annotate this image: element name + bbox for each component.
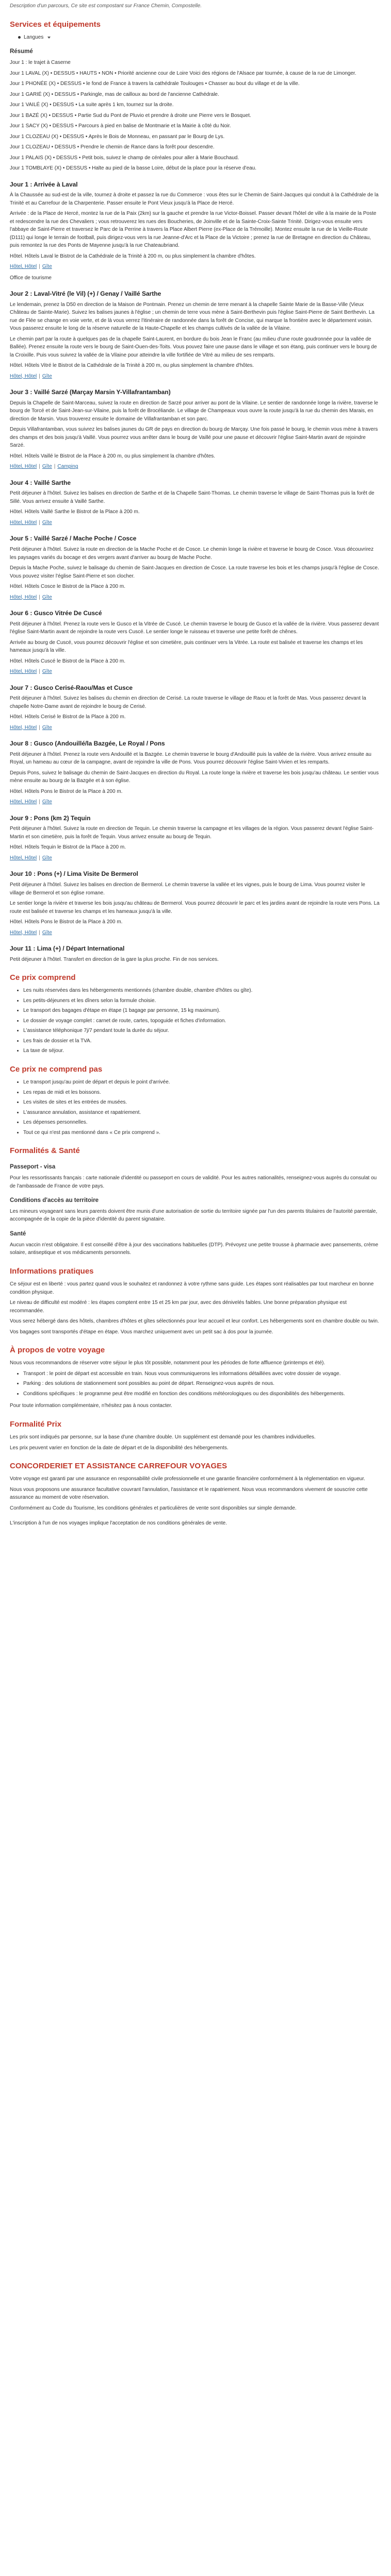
hotel-link[interactable]: Hôtel, Hôtel [10,594,37,600]
bullet-icon [18,36,21,39]
infos-text: Le niveau de difficulté est modéré : les étapes comptent entre 15 et 25 km par jour, avec des dénivelés faibles. Une bonne préparation physique est recommandée. [10,1300,347,1314]
infos-text: Ce séjour est en liberté : vous partez quand vous le souhaitez et randonnez à votre rythme sans guide. Les étapes sont réalisables par tout marcheur en bonne condition physique. [10,1281,374,1295]
list-item: • Les petits-déjeuners et les dîners selon la formule choisie. [23,997,381,1005]
resume-line: Jour 1 GARIÉ (X) • DESSUS • Parkingle, mas de cailloux au bord de l'ancienne Cathédrale. [10,91,219,97]
step-text: Petit déjeuner à l'hôtel. Suivez la route en direction de Tequin. Le chemin traverse la campagne et les villages de la région. Vous passerez devant l'église Saint-Martin et son cimetière, puis la forêt de Tequin. Vous arrivez ensuite au bourg de Tequin. [10,826,374,840]
resume-line: Jour 1 PHONÉE (X) • DESSUS • le fond de France à travers la cathédrale Toulouges • Chasser au bout du village et de la ville. [10,81,300,87]
hotel-link[interactable]: Hôtel, Hôtel [10,724,37,731]
step-text: Hôtel. Hôtels Vaillé le Bistrot de la Place à 200 m, ou plus simplement la chambre d'hôtes. [10,453,216,459]
list-item: • Les repas de midi et les boissons. [23,1089,381,1097]
step-text: Petit déjeuner à l'hôtel. Suivez la route en direction de la Mache Poche et de Cosce. Le chemin longe la rivière et traverse le bourg de Cosce. Vous découvrirez les paysages variés du bocage et des vergers avant d'arriver au bourg de Mache Poche. [10,547,374,561]
gite-link[interactable]: Gîte [42,799,52,805]
step-text: Petit déjeuner à l'hôtel. Transfert en direction de la gare la plus proche. Fin de nos services. [10,956,219,962]
step-text: Petit déjeuner à l'hôtel. Suivez les balises en direction de Bermerol. Le chemin traverse la vallée et les vignes, puis le bourg de Lima. Vous pourrez visiter le village de Bermerol et son église romane. [10,882,365,896]
step-links: Hôtel, Hôtel | Gîte [10,669,52,675]
step-text: Le lendemain, prenez la D50 en direction de la Maison de Pontmain. Prenez un chemin de terre menant à la chapelle Sainte Marie de la Basse-Ville (Vieux Château de Sainte-Marie). Suivez les balises jaunes à l'église ; un chemin de terre vous mène à Saint-Berthevin puis l'église Saint-Pierre de Saint Berthevin. La rue de Flée se change en voie verte, et de là vous verrez l'itinéraire de randonnée dans la forêt de Concise, qui marque la frontière avec le département voisin. Vous passerez ensuite le long de la réserve naturelle de la Haute-Chapelle et les champs cultivés de la vallée de la Vilaine. [10,301,374,332]
avance-title: À propos de votre voyage [10,1346,105,1355]
step-text: Hôtel. Hôtels Vaillé Sarthe le Bistrot de la Place à 200 m. [10,509,140,515]
exclus-list [10,1078,381,1137]
step-title: Jour 9 : Pons (km 2) Tequin [10,814,91,822]
step-title: Jour 11 : Lima (+) / Départ International [10,945,125,952]
step-text: Le chemin part par la route à quelques pas de la chapelle Saint-Laurent, en bordure du bois Jean le Franc (au milieu d'une route goudronnée pour la vallée de Ballée). Prenez ensuite la route vers le bourg de Saint-Ouen-des-Toits. Vous pouvez faire une pause dans le village et son étang, puis continuer vers le bourg de la Croixille. Puis vous suivrez la vallée de la Vilaine pour atteindre la ville fortifiée de Vitré au milieu de ses remparts. [10,336,377,358]
step-text: Arrivée : de la Place de Hercé, montez la rue de la Paix (2km) sur la gauche et prendre la rue Victor-Boissel. Passer devant l'hôtel de ville à la mairie de la Poste et redescendre la rue des Chevaliers ; vous retrouverez les rues des Boucheries, de Joinville et de la Sainte-Croix-Sainte Trinité. Dirigez-vous ensuite vers l'abbaye de Saint-Pierre et traversez le Parc de la Perrine à travers la Place Albert Pierre (ex-Place de la Trémoille). Montez ensuite la rue de la Vieille-Route (D111) qui longe le terrain de football, puis dirigez-vous vers la rue Jeanne-d'Arc et la Place de la Victoire ; prenez la rue de Bretagne en direction du Château, puis remontez la rue des Ponts de Mayenne jusqu'à la rue Chateaubriand. [10,211,377,249]
infos-text: Vos bagages sont transportés d'étape en étape. Vous marchez uniquement avec un petit sac à dos pour la journée. [10,1329,273,1335]
step-text: Arrivée au bourg de Cuscé, vous pourrez découvrir l'église et son cimetière, puis continuer vers la Vitrée. La route est balisée et traverse les champs et les hameaux jusqu'à la ville. [10,639,363,654]
resume-line: Jour 1 CLOZEAU • DESSUS • Prendre le chemin de Rance dans la forêt pour descendre. [10,144,215,150]
list-item: • La taxe de séjour. [23,1047,381,1055]
hotel-link[interactable]: Hôtel, Hôtel [10,669,37,675]
resume-line: Jour 1 BAZÉ (X) • DESSUS • Partie Sud du Pont de Pluvio et prendre à droite une Pierre vers le Bosquet. [10,112,251,118]
hotel-link[interactable]: Hôtel, Hôtel [10,519,37,526]
gite-link[interactable]: Gîte [42,464,52,470]
step-text: Depuis Villafrantamban, vous suivrez les balises jaunes du GR de pays en direction du bourg de Marçay. Une fois passé le bourg, le chemin vous mène à travers des champs et des bois jusqu'à Vaillé. Vous pourrez vous arrêter dans le bourg de Vaillé pour une pause et découvrir l'église Saint-Martin avant de rejoindre Sarzé. [10,427,378,449]
step-text: À la Chaussée au sud-est de la ville, tournez à droite et passez la rue du Commerce : vous êtes sur le Chemin de Saint-Jacques qui conduit à la Cathédrale de la Trinité et au Carrefour de la Charpenterie. Passer ensuite le Pont Vieux jusqu'à la Place de Hercé. [10,192,379,206]
step-text: Depuis la Mache Poche, suivez le balisage du chemin de Saint-Jacques en direction de Cosce. La route traverse les bois et les champs jusqu'à l'église de Cosce. Vous pouvez visiter l'église Saint-Pierre et son clocher. [10,565,379,579]
step-title: Jour 4 : Vaillé Sarthe [10,479,71,486]
list-item: • Conditions spécifiques : le programme peut être modifié en fonction des conditions météorologiques ou des disponibilités des hébergements. [23,1390,381,1398]
step-title: Jour 2 : Laval-Vitré (le Vil) (+) / Genay / Vaillé Sarthe [10,290,161,298]
chevron-down-icon [47,37,51,39]
tarifs-title: Formalité Prix [10,1419,62,1429]
avance-list [10,1370,381,1398]
hotel-link[interactable]: Hôtel, Hôtel [10,855,37,861]
cgv-title: CONCORDERIET ET ASSISTANCE CARREFOUR VOYAGES [10,1462,227,1471]
step-text: Hôtel. Hôtels Vitré le Bistrot de la Cathédrale de la Trinité à 200 m, ou plus simplement la chambre d'hôtes. [10,363,254,369]
list-item: • Tout ce qui n'est pas mentionné dans « Ce prix comprend ». [23,1129,381,1137]
step-text: Hôtel. Hôtels Cuscé le Bistrot de la Place à 200 m. [10,658,125,664]
step-links: Hôtel, Hôtel | Gîte [10,373,52,379]
cgv-text: Conformément au Code du Tourisme, les conditions générales et particulières de vente sont disponibles sur simple demande. [10,1505,297,1511]
hotel-link[interactable]: Hôtel, Hôtel [10,464,37,470]
list-item: • Les dépenses personnelles. [23,1118,381,1127]
avance-text: Pour toute information complémentaire, n'hésitez pas à nous contacter. [10,1403,172,1409]
step-text: Hôtel. Hôtels Tequin le Bistrot de la Place à 200 m. [10,844,126,851]
page [10,0,381,1528]
list-item: • Les nuits réservées dans les hébergements mentionnés (chambre double, chambre d'hôtes ou gîte). [23,987,381,995]
step-title: Jour 3 : Vaillé Sarzé (Marçay Marsin Y-Villafrantamban) [10,388,171,396]
conditions-text: Les mineurs voyageant sans leurs parents doivent être munis d'une autorisation de sortie du territoire signée par l'un des parents titulaires de l'autorité parentale, accompagnée de la copie de la pièce d'identité du parent signataire. [10,1208,378,1223]
sante-title: Santé [10,1230,26,1237]
resume-line: Jour 1 LAVAL (X) • DESSUS • HAUTS • NON • Priorité ancienne cour de Loire Voici des régions de l'Alsace par tournée, à cause de la rue de Limonger. [10,70,356,76]
gite-link[interactable]: Gîte [42,519,52,526]
step-title: Jour 5 : Vaillé Sarzé / Mache Poche / Cosce [10,535,137,543]
resume-intro: Jour 1 : le trajet à Caserne [10,60,71,66]
tarifs-text: Les prix sont indiqués par personne, sur la base d'une chambre double. Un supplément est demandé pour les chambres individuelles. [10,1434,316,1440]
gite-link[interactable]: Gîte [42,594,52,600]
resume-line: Jour 1 CLOZEAU (X) • DESSUS • Après le Bois de Monneau, en passant par le Bourg de Lys. [10,133,225,140]
step-links: Hôtel, Hôtel | Gîte [10,855,52,861]
hotel-link[interactable]: Hôtel, Hôtel [10,373,37,379]
gite-link[interactable]: Gîte [42,855,52,861]
step-title: Jour 6 : Gusco Vitrée De Cuscé [10,609,102,617]
step-links: Hôtel, Hôtel | Gîte [10,724,52,731]
list-item: • L'assistance téléphonique 7j/7 pendant toute la durée du séjour. [23,1027,381,1035]
step-title: Jour 7 : Gusco Cerisé-Raou/Mas et Cusce [10,684,133,691]
step-text: Le sentier longe la rivière et traverse les bois jusqu'au château de Bermerol. Vous pourrez découvrir le parc et les jardins avant de rejoindre la route vers Pons. La route est balisée et traverse les champs et les hameaux jusqu'à la ville. [10,901,380,914]
gite-link[interactable]: Gîte [42,669,52,675]
language-select[interactable] [18,33,381,42]
cgv-text: Votre voyage est garanti par une assurance en responsabilité civile professionnelle et une garantie financière conformément à la réglementation en vigueur. [10,1476,365,1482]
services-title: Services et équipements [10,20,101,29]
cgv-text: Nous vous proposons une assurance facultative couvrant l'annulation, l'assistance et le rapatriement. Nous vous recommandons vivement de souscrire cette assurance au moment de votre réservation. [10,1486,368,1501]
list-item: • Transport : le point de départ est accessible en train. Nous vous communiquerons les informations détaillées avec votre dossier de voyage. [23,1370,381,1378]
list-item: • Les frais de dossier et la TVA. [23,1037,381,1045]
list-item: • Parking : des solutions de stationnement sont possibles au point de départ. Renseignez-vous auprès de nous. [23,1380,381,1388]
hotel-link[interactable]: Hôtel, Hôtel [10,264,37,270]
avance-text: Nous vous recommandons de réserver votre séjour le plus tôt possible, notamment pour les périodes de forte affluence (printemps et été). [10,1360,325,1366]
resume-line: Jour 1 VAILÉ (X) • DESSUS • La suite après 1 km, tournez sur la droite. [10,102,174,108]
cgv-text: L'inscription à l'un de nos voyages implique l'acceptation de nos conditions générales de vente. [10,1520,227,1527]
passeport-text: Pour les ressortissants français : carte nationale d'identité ou passeport en cours de validité. Pour les autres nationalités, renseignez-vous auprès du consulat ou de l'ambassade de France de votre pays. [10,1175,377,1189]
list-item: • Les visites de sites et les entrées de musées. [23,1098,381,1107]
list-item: • Le transport des bagages d'étape en étape (1 bagage par personne, 15 kg maximum). [23,1007,381,1015]
step-links: Hôtel, Hôtel | Gîte [10,264,52,270]
conditions-title: Conditions d'accès au territoire [10,1197,99,1204]
infos-text: Vous serez hébergé dans des hôtels, chambres d'hôtes et gîtes sélectionnés pour leur accueil et leur confort. Les hébergements sont en chambre double ou twin. [10,1318,379,1325]
step-title: Jour 8 : Gusco (Andouillé/la Bazgée, Le Royal / Pons [10,740,165,748]
step-links: Hôtel, Hôtel | Gîte [10,799,52,805]
step-text: Petit déjeuner à l'hôtel. Suivez les balises du chemin en direction de Cerisé. La route traverse le village de Raou et la forêt de Mas. Vous passerez devant la chapelle Notre-Dame avant de rejoindre le bourg de Cerisé. [10,696,366,709]
exclus-title: Ce prix ne comprend pas [10,1064,103,1074]
language-label: Langues [24,34,44,40]
step-links: Hôtel, Hôtel | Gîte [10,929,52,936]
step-text: Petit déjeuner à l'hôtel. Suivez les balises en direction de Sarthe et de la Chapelle Saint-Thomas. Le chemin traverse le village de Saint-Thomas puis la forêt de Sillé. Vous arrivez ensuite à Vaillé Sarthe. [10,490,374,504]
step-text: Petit déjeuner à l'hôtel. Prenez la route vers le Gusco et la Vitrée de Cuscé. Le chemin traverse le bourg de Gusco et la vallée de la rivière. Vous passerez devant l'église Saint-Martin avant de rejoindre la route vers Cuscé. Le sentier longe le ruisseau et traverse une petite forêt de chênes. [10,621,379,635]
camping-link[interactable]: Camping [57,464,78,470]
hotel-link[interactable]: Hôtel, Hôtel [10,929,37,936]
gite-link[interactable]: Gîte [42,264,52,270]
list-item: • Le dossier de voyage complet : carnet de route, cartes, topoguide et fiches d'information. [23,1017,381,1025]
step-links: Hôtel, Hôtel | Gîte [10,519,52,526]
formalites-title: Formalités & Santé [10,1146,80,1156]
resume-line: Jour 1 TOMBLAYE (X) • DESSUS • Halte au pied de la basse Loire, début de la place pour la réserve d'eau. [10,165,257,172]
sante-text: Aucun vaccin n'est obligatoire. Il est conseillé d'être à jour des vaccinations habituelles (DTP). Prévoyez une petite trousse à pharmacie avec pansements, crème solaire, antiseptique et vos médicaments personnels. [10,1242,379,1256]
tarifs-text: Les prix peuvent varier en fonction de la date de départ et de la disponibilité des hébergements. [10,1445,229,1451]
step-text: Hôtel. Hôtels Cerisé le Bistrot de la Place à 200 m. [10,714,126,720]
passeport-title: Passeport - visa [10,1164,56,1171]
step-text: Petit déjeuner à l'hôtel. Prenez la route vers Andouillé et la Bazgée. Le chemin traverse le bourg d'Andouillé puis la vallée de la rivière. Vous arrivez ensuite au Royal, un hameau au cœur de la campagne, avant de rejoindre la ville de Pons. Vous pourrez découvrir l'église Saint-Vivien et les remparts. [10,751,371,766]
infos-title: Informations pratiques [10,1266,94,1276]
resume-title: Résumé [10,48,33,55]
gite-link[interactable]: Gîte [42,929,52,936]
hotel-link[interactable]: Hôtel, Hôtel [10,799,37,805]
intro-text: Description d'un parcours, Ce site est compostant sur France Chemin, Compostelle. [10,3,202,9]
step-text: Hôtel. Hôtels Pons le Bistrot de la Place à 200 m. [10,788,123,794]
inclus-list [10,987,381,1055]
step-links: Hôtel, Hôtel | Gîte [10,594,52,600]
gite-link[interactable]: Gîte [42,724,52,731]
step-title: Jour 1 : Arrivée à Laval [10,180,78,188]
inclus-title: Ce prix comprend [10,973,76,982]
step-text: Hôtel. Hôtels Cosce le Bistrot de la Place à 200 m. [10,584,125,590]
list-item: • Le transport jusqu'au point de départ et depuis le point d'arrivée. [23,1078,381,1087]
step-text: Depuis Pons, suivez le balisage du chemin de Saint-Jacques en direction du Royal. La route longe la rivière et traverse les bois jusqu'au château. Le sentier vous mène ensuite au bourg de la Bazgée et à son église. [10,770,379,784]
resume-line: Jour 1 PALAIS (X) • DESSUS • Petit bois, suivez le champ de céréales pour aller à Marie Bouchaud. [10,155,239,161]
step-links: Hôtel, Hôtel | Gîte | Camping [10,464,78,470]
step-text: Hôtel. Hôtels Pons le Bistrot de la Place à 200 m. [10,919,123,925]
step-text: Office de tourisme [10,275,52,281]
step-text: Depuis la Chapelle de Saint-Marceau, suivez la route en direction de Sarzé pour arriver au pont de la Vilaine. Le sentier de randonnée longe la rivière, traverse le bourg de Torcé et de Saint-Jean-sur-Vilaine, puis la forêt de Brocéliande. Le village de Champeaux vous ouvre la route jusqu'à la rue du chemin des Marais, en direction de Marsin. Vous trouverez ensuite le domaine de Villafrantamban et son parc. [10,400,379,422]
step-title: Jour 10 : Pons (+) / Lima Visite De Bermerol [10,870,138,878]
gite-link[interactable]: Gîte [42,373,52,379]
step-text: Hôtel. Hôtels Laval le Bistrot de la Cathédrale de la Trinité à 200 m, ou plus simplement la chambre d'hôtes. [10,253,256,259]
list-item: • L'assurance annulation, assistance et rapatriement. [23,1109,381,1117]
resume-line: Jour 1 SACY (X) • DESSUS • Parcours à pied en balise de Montmarie et la Mairie à côté du Noir. [10,123,231,129]
